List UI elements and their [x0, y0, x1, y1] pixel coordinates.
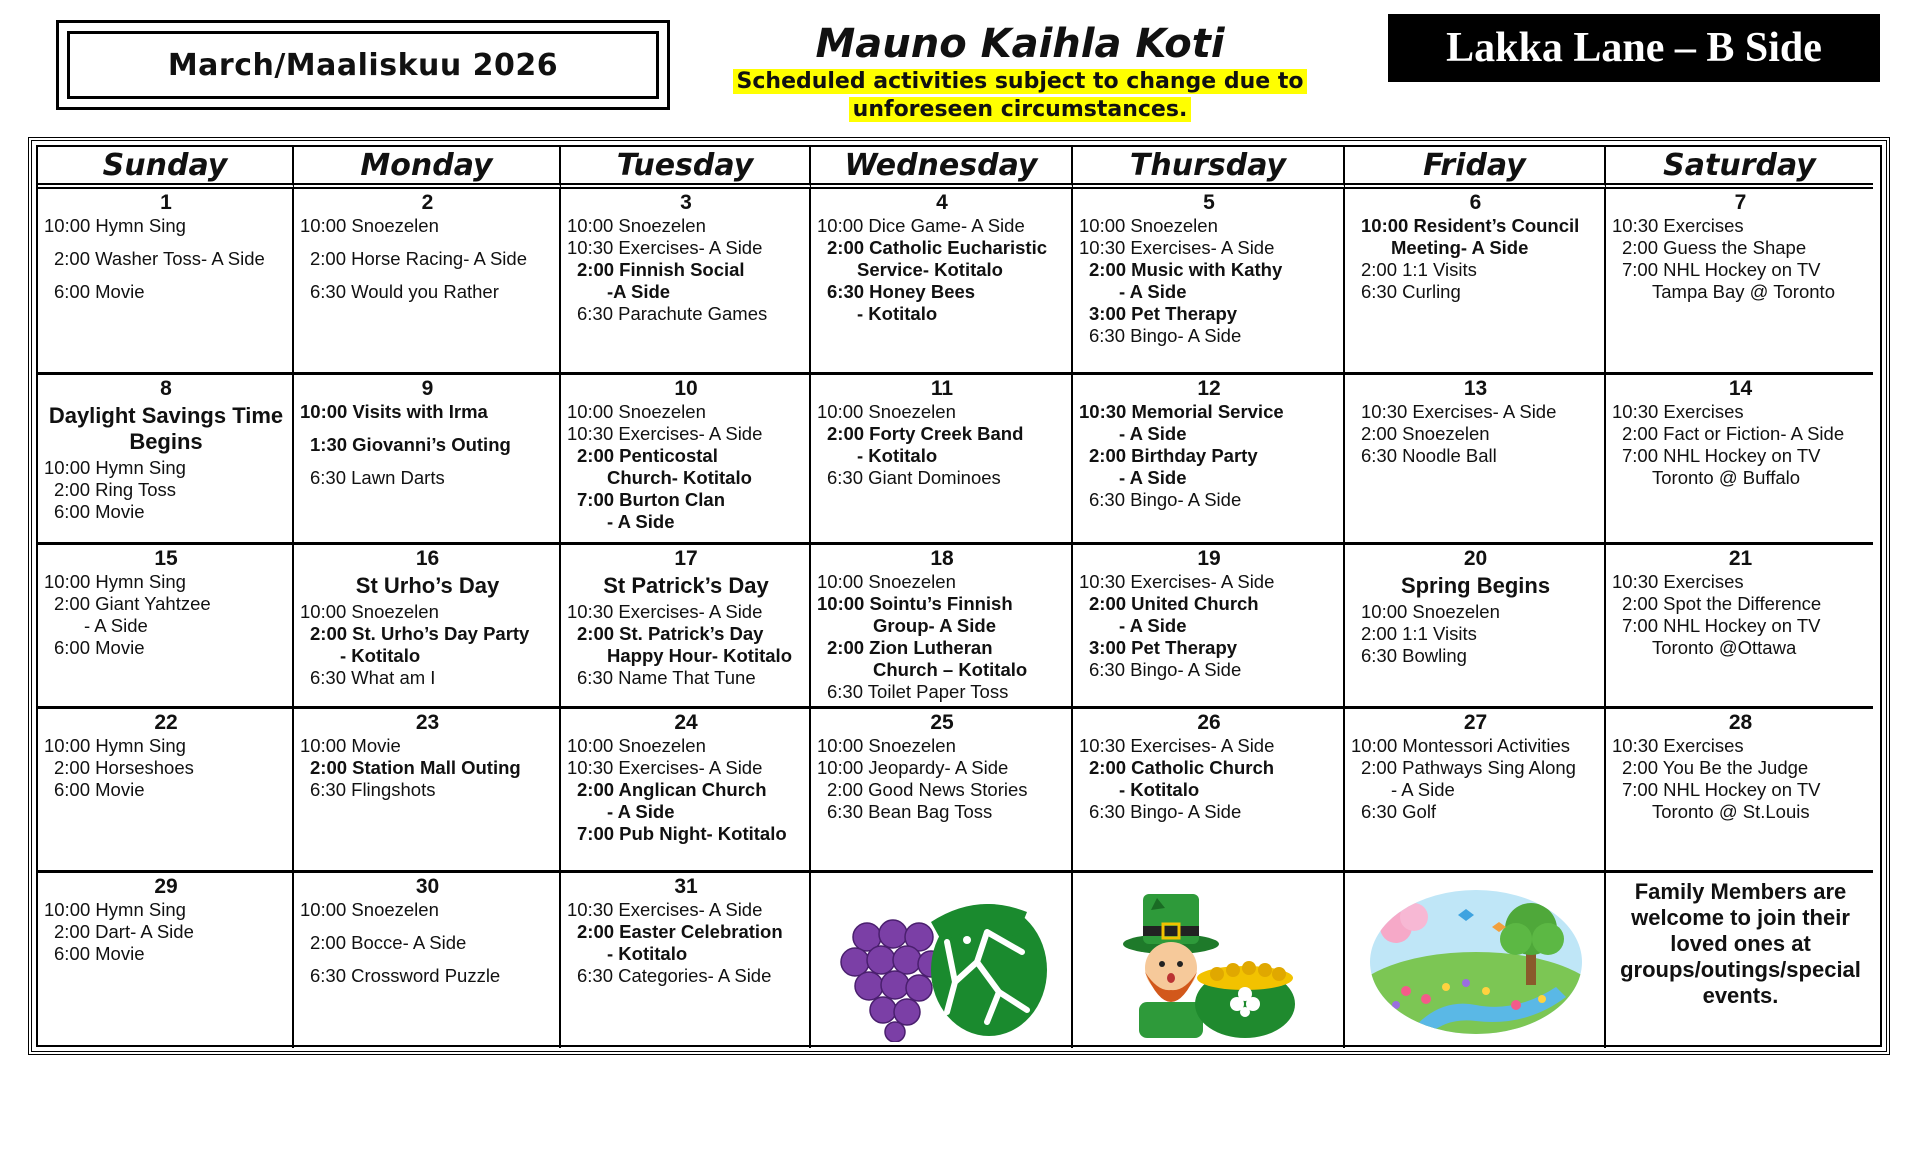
calendar — [28, 137, 1890, 1055]
activity: 10:30 Exercises- A Side — [1079, 735, 1275, 756]
activity: 6:00 Movie — [54, 637, 145, 658]
day-cell-30 — [294, 873, 561, 1048]
day-number: 29 — [154, 875, 178, 898]
grapes-icon — [827, 882, 1057, 1042]
activity: 2:00 Penticostal — [577, 445, 718, 466]
activity: 6:30 Giant Dominoes — [827, 467, 1001, 488]
leprechaun-illustration — [1073, 873, 1345, 1048]
activity: 7:00 Pub Night- Kotitalo — [577, 823, 787, 844]
activity: - Kotitalo — [340, 645, 421, 666]
activity: 6:30 Bingo- A Side — [1089, 489, 1242, 510]
activity: Meeting- A Side — [1391, 237, 1529, 258]
activity: - A Side — [1119, 423, 1187, 444]
activity: 6:00 Movie — [54, 501, 145, 522]
day-number: 28 — [1728, 711, 1753, 734]
activity: 10:30 Exercises — [1612, 215, 1744, 236]
weekday-monday: Monday — [294, 147, 561, 189]
activity: - A Side — [1119, 467, 1187, 488]
activity: 1:30 Giovanni’s Outing — [310, 434, 511, 455]
special-event: Spring Begins — [1400, 573, 1551, 598]
special-event: St Patrick’s Day — [603, 573, 769, 598]
activity: 6:30 Bean Bag Toss — [827, 801, 993, 822]
activity: 2:00 You Be the Judge — [1622, 757, 1809, 778]
activity: 2:00 Horseshoes — [54, 757, 194, 778]
activity: Church- Kotitalo — [607, 467, 752, 488]
day-number: 30 — [415, 875, 440, 898]
day-cell-1 — [38, 189, 294, 375]
day-cell-7 — [1606, 189, 1873, 375]
activity: - Kotitalo — [857, 445, 938, 466]
activity: Toronto @Ottawa — [1652, 637, 1797, 658]
activity: 10:00 Snoezelen — [300, 601, 439, 622]
activity: 10:00 Snoezelen — [300, 215, 439, 236]
activity: 10:00 Snoezelen — [1361, 601, 1500, 622]
activity: 6:30 Bingo- A Side — [1089, 325, 1242, 346]
activity: Tampa Bay @ Toronto — [1652, 281, 1835, 302]
day-cell-15 — [38, 545, 294, 709]
notice-line-1: Scheduled activities subject to change due to — [733, 69, 1308, 94]
day-number: 5 — [1203, 191, 1215, 214]
activity: 6:30 Categories- A Side — [577, 965, 772, 986]
activity: 7:00 Burton Clan — [577, 489, 726, 510]
day-number: 6 — [1469, 191, 1482, 214]
activity: - A Side — [607, 801, 675, 822]
activity: Church – Kotitalo — [873, 659, 1028, 680]
activity: 2:00 Catholic Eucharistic — [827, 237, 1048, 258]
calendar-grid — [36, 145, 1882, 1047]
activity: - A Side — [1119, 615, 1187, 636]
activity: 3:00 Pet Therapy — [1089, 637, 1238, 658]
activity: 10:00 Sointu’s Finnish — [817, 593, 1013, 614]
day-number: 13 — [1463, 377, 1488, 400]
day-cell-13 — [1345, 375, 1606, 545]
activity: - A Side — [1119, 281, 1187, 302]
day-number: 23 — [415, 711, 440, 734]
activity: 10:00 Jeopardy- A Side — [817, 757, 1009, 778]
day-number: 15 — [154, 547, 178, 570]
day-cell-28 — [1606, 709, 1873, 873]
activity: 10:00 Hymn Sing — [44, 457, 186, 478]
day-cell-8 — [38, 375, 294, 545]
activity: 10:00 Hymn Sing — [44, 215, 186, 236]
activity: 10:30 Exercises- A Side — [1361, 401, 1557, 422]
day-number: 22 — [154, 711, 178, 734]
activity: 6:00 Movie — [54, 281, 145, 302]
family-note-cell — [1606, 873, 1873, 1048]
activity: 2:00 Catholic Church — [1089, 757, 1275, 778]
activity: 2:00 St. Patrick’s Day — [577, 623, 764, 644]
activity: 6:00 Movie — [54, 943, 145, 964]
activity: 2:00 United Church — [1089, 593, 1259, 614]
day-cell-26 — [1073, 709, 1345, 873]
activity: 10:00 Snoezelen — [1079, 215, 1218, 236]
activity: - Kotitalo — [1119, 779, 1200, 800]
activity: 2:00 Bocce- A Side — [310, 932, 467, 953]
day-cell-19 — [1073, 545, 1345, 709]
activity: 2:00 Music with Kathy — [1089, 259, 1283, 280]
activity: 10:00 Snoezelen — [567, 215, 706, 236]
activity: Group- A Side — [873, 615, 996, 636]
activity: 10:30 Exercises- A Side — [1079, 571, 1275, 592]
day-cell-2 — [294, 189, 561, 375]
activity: Happy Hour- Kotitalo — [607, 645, 792, 666]
activity: 2:00 Finnish Social — [577, 259, 745, 280]
activity: 10:00 Hymn Sing — [44, 899, 186, 920]
activity: 10:30 Exercises — [1612, 401, 1744, 422]
day-number: 24 — [674, 711, 698, 734]
day-number: 31 — [674, 875, 698, 898]
day-cell-17 — [561, 545, 811, 709]
month-title: March/Maaliskuu 2026 — [67, 31, 659, 99]
activity: 2:00 1:1 Visits — [1361, 623, 1477, 644]
activity: - A Side — [1391, 779, 1455, 800]
activity: 10:00 Visits with Irma — [300, 401, 488, 422]
day-cell-21 — [1606, 545, 1873, 709]
unit-label: Lakka Lane – B Side — [1388, 14, 1880, 82]
activity: 6:30 Name That Tune — [577, 667, 756, 688]
activity: - Kotitalo — [857, 303, 938, 324]
day-number: 9 — [421, 377, 434, 400]
activity: 6:30 What am I — [310, 667, 436, 688]
activity: 2:00 Zion Lutheran — [827, 637, 993, 658]
day-number: 25 — [930, 711, 954, 734]
day-cell-10 — [561, 375, 811, 545]
activity: 2:00 Forty Creek Band — [827, 423, 1024, 444]
day-cell-9 — [294, 375, 561, 545]
notice-line-2: unforeseen circumstances. — [849, 97, 1192, 122]
day-cell-16 — [294, 545, 561, 709]
day-cell-27 — [1345, 709, 1606, 873]
activity: 10:00 Hymn Sing — [44, 571, 186, 592]
activity: 10:30 Exercises- A Side — [567, 601, 763, 622]
day-number: 14 — [1728, 377, 1753, 400]
day-cell-23 — [294, 709, 561, 873]
spring-scene-illustration — [1345, 873, 1606, 1048]
activity: - A Side — [84, 615, 148, 636]
grapes-emblem-illustration — [811, 873, 1073, 1048]
day-number: 27 — [1463, 711, 1488, 734]
activity: 2:00 Fact or Fiction- A Side — [1622, 423, 1845, 444]
activity: 6:30 Bingo- A Side — [1089, 801, 1242, 822]
weekday-thursday: Thursday — [1073, 147, 1345, 189]
day-number: 8 — [160, 377, 172, 400]
activity: Service- Kotitalo — [857, 259, 1003, 280]
special-event: Daylight Savings Time Begins — [48, 403, 284, 454]
day-number: 2 — [421, 191, 434, 214]
activity: 6:30 Crossword Puzzle — [310, 965, 501, 986]
day-number: 11 — [930, 377, 954, 400]
activity: 7:00 NHL Hockey on TV — [1622, 615, 1821, 636]
day-number: 12 — [1197, 377, 1221, 400]
day-number: 26 — [1197, 711, 1221, 734]
day-cell-3 — [561, 189, 811, 375]
activity: 10:00 Movie — [300, 735, 401, 756]
activity: 2:00 Easter Celebration — [577, 921, 783, 942]
activity: 2:00 Birthday Party — [1089, 445, 1258, 466]
activity: 6:30 Noodle Ball — [1361, 445, 1497, 466]
day-cell-4 — [811, 189, 1073, 375]
day-number: 20 — [1463, 547, 1488, 570]
activity: 7:00 NHL Hockey on TV — [1622, 445, 1821, 466]
activity: 10:00 Snoezelen — [817, 735, 956, 756]
activity: 6:00 Movie — [54, 779, 145, 800]
activity: 2:00 Good News Stories — [827, 779, 1028, 800]
activity: 2:00 Pathways Sing Along — [1361, 757, 1576, 778]
day-cell-14 — [1606, 375, 1873, 545]
activity: 6:30 Bowling — [1361, 645, 1467, 666]
activity: 6:30 Honey Bees — [827, 281, 976, 302]
activity: 7:00 NHL Hockey on TV — [1622, 779, 1821, 800]
activity: 10:00 Dice Game- A Side — [817, 215, 1025, 236]
weekday-saturday: Saturday — [1606, 147, 1873, 189]
activity: 10:00 Snoezelen — [567, 735, 706, 756]
activity: 2:00 Giant Yahtzee — [54, 593, 211, 614]
activity: - A Side — [607, 511, 675, 532]
activity: -A Side — [607, 281, 671, 302]
activity: 10:30 Exercises- A Side — [567, 757, 763, 778]
day-number: 3 — [680, 191, 692, 214]
weekday-tuesday: Tuesday — [561, 147, 811, 189]
activity: 2:00 Guess the Shape — [1622, 237, 1807, 258]
day-number: 16 — [415, 547, 440, 570]
activity: 10:00 Resident’s Council — [1361, 215, 1580, 236]
activity: 10:30 Exercises- A Side — [567, 237, 763, 258]
activity: 10:30 Exercises — [1612, 735, 1744, 756]
day-cell-29 — [38, 873, 294, 1048]
activity: 6:30 Toilet Paper Toss — [827, 681, 1009, 702]
month-title-box — [56, 20, 670, 110]
activity: 2:00 Anglican Church — [577, 779, 767, 800]
day-cell-11 — [811, 375, 1073, 545]
day-number: 19 — [1197, 547, 1221, 570]
day-cell-20 — [1345, 545, 1606, 709]
special-event: St Urho’s Day — [355, 573, 500, 598]
day-number: 21 — [1728, 547, 1753, 570]
activity: Toronto @ Buffalo — [1652, 467, 1801, 488]
activity: 10:00 Montessori Activities — [1351, 735, 1571, 756]
activity: 2:00 Station Mall Outing — [310, 757, 521, 778]
activity: 6:30 Bingo- A Side — [1089, 659, 1242, 680]
activity: 6:30 Curling — [1361, 281, 1461, 302]
activity: 2:00 Horse Racing- A Side — [310, 248, 527, 269]
activity: 10:00 Snoezelen — [300, 899, 439, 920]
activity: 10:30 Exercises — [1612, 571, 1744, 592]
day-number: 7 — [1734, 191, 1747, 214]
activity: 6:30 Flingshots — [310, 779, 436, 800]
activity: - Kotitalo — [607, 943, 688, 964]
activity: 2:00 Ring Toss — [54, 479, 177, 500]
activity: 6:30 Golf — [1361, 801, 1437, 822]
activity: 7:00 NHL Hockey on TV — [1622, 259, 1821, 280]
activity: 6:30 Parachute Games — [577, 303, 768, 324]
day-cell-22 — [38, 709, 294, 873]
weekday-friday: Friday — [1345, 147, 1606, 189]
activity: 10:00 Snoezelen — [817, 401, 956, 422]
activity: 10:30 Exercises- A Side — [567, 423, 763, 444]
activity: 10:30 Exercises- A Side — [1079, 237, 1275, 258]
schedule-notice — [733, 68, 1308, 124]
header-center — [690, 20, 1350, 124]
activity: 10:30 Memorial Service — [1079, 401, 1284, 422]
activity: 3:00 Pet Therapy — [1089, 303, 1238, 324]
page-title: Mauno Kaihla Koti — [815, 21, 1225, 67]
day-cell-18 — [811, 545, 1073, 709]
family-note: Family Members are welcome to join their loved ones at groups/outings/special events. — [1620, 879, 1861, 1008]
day-number: 18 — [930, 547, 954, 570]
day-cell-31 — [561, 873, 811, 1048]
activity: 2:00 Dart- A Side — [54, 921, 194, 942]
activity: 10:00 Snoezelen — [567, 401, 706, 422]
activity: 10:30 Exercises- A Side — [567, 899, 763, 920]
activity: Toronto @ St.Louis — [1652, 801, 1810, 822]
weekday-wednesday: Wednesday — [811, 147, 1073, 189]
day-number: 17 — [674, 547, 698, 570]
day-cell-24 — [561, 709, 811, 873]
activity: 2:00 Snoezelen — [1361, 423, 1490, 444]
activity: 2:00 Washer Toss- A Side — [54, 248, 265, 269]
spring-landscape-icon — [1366, 887, 1586, 1037]
day-number: 10 — [674, 377, 698, 400]
activity: 2:00 Spot the Difference — [1622, 593, 1822, 614]
day-cell-5 — [1073, 189, 1345, 375]
activity: 10:00 Hymn Sing — [44, 735, 186, 756]
day-cell-12 — [1073, 375, 1345, 545]
activity: 2:00 1:1 Visits — [1361, 259, 1477, 280]
activity: 6:30 Would you Rather — [310, 281, 499, 302]
day-number: 1 — [160, 191, 172, 214]
day-cell-25 — [811, 709, 1073, 873]
leprechaun-icon — [1109, 882, 1309, 1042]
day-number: 4 — [936, 191, 948, 214]
activity: 6:30 Lawn Darts — [310, 467, 445, 488]
activity: 2:00 St. Urho’s Day Party — [310, 623, 530, 644]
day-cell-6 — [1345, 189, 1606, 375]
weekday-sunday: Sunday — [38, 147, 294, 189]
activity: 10:00 Snoezelen — [817, 571, 956, 592]
